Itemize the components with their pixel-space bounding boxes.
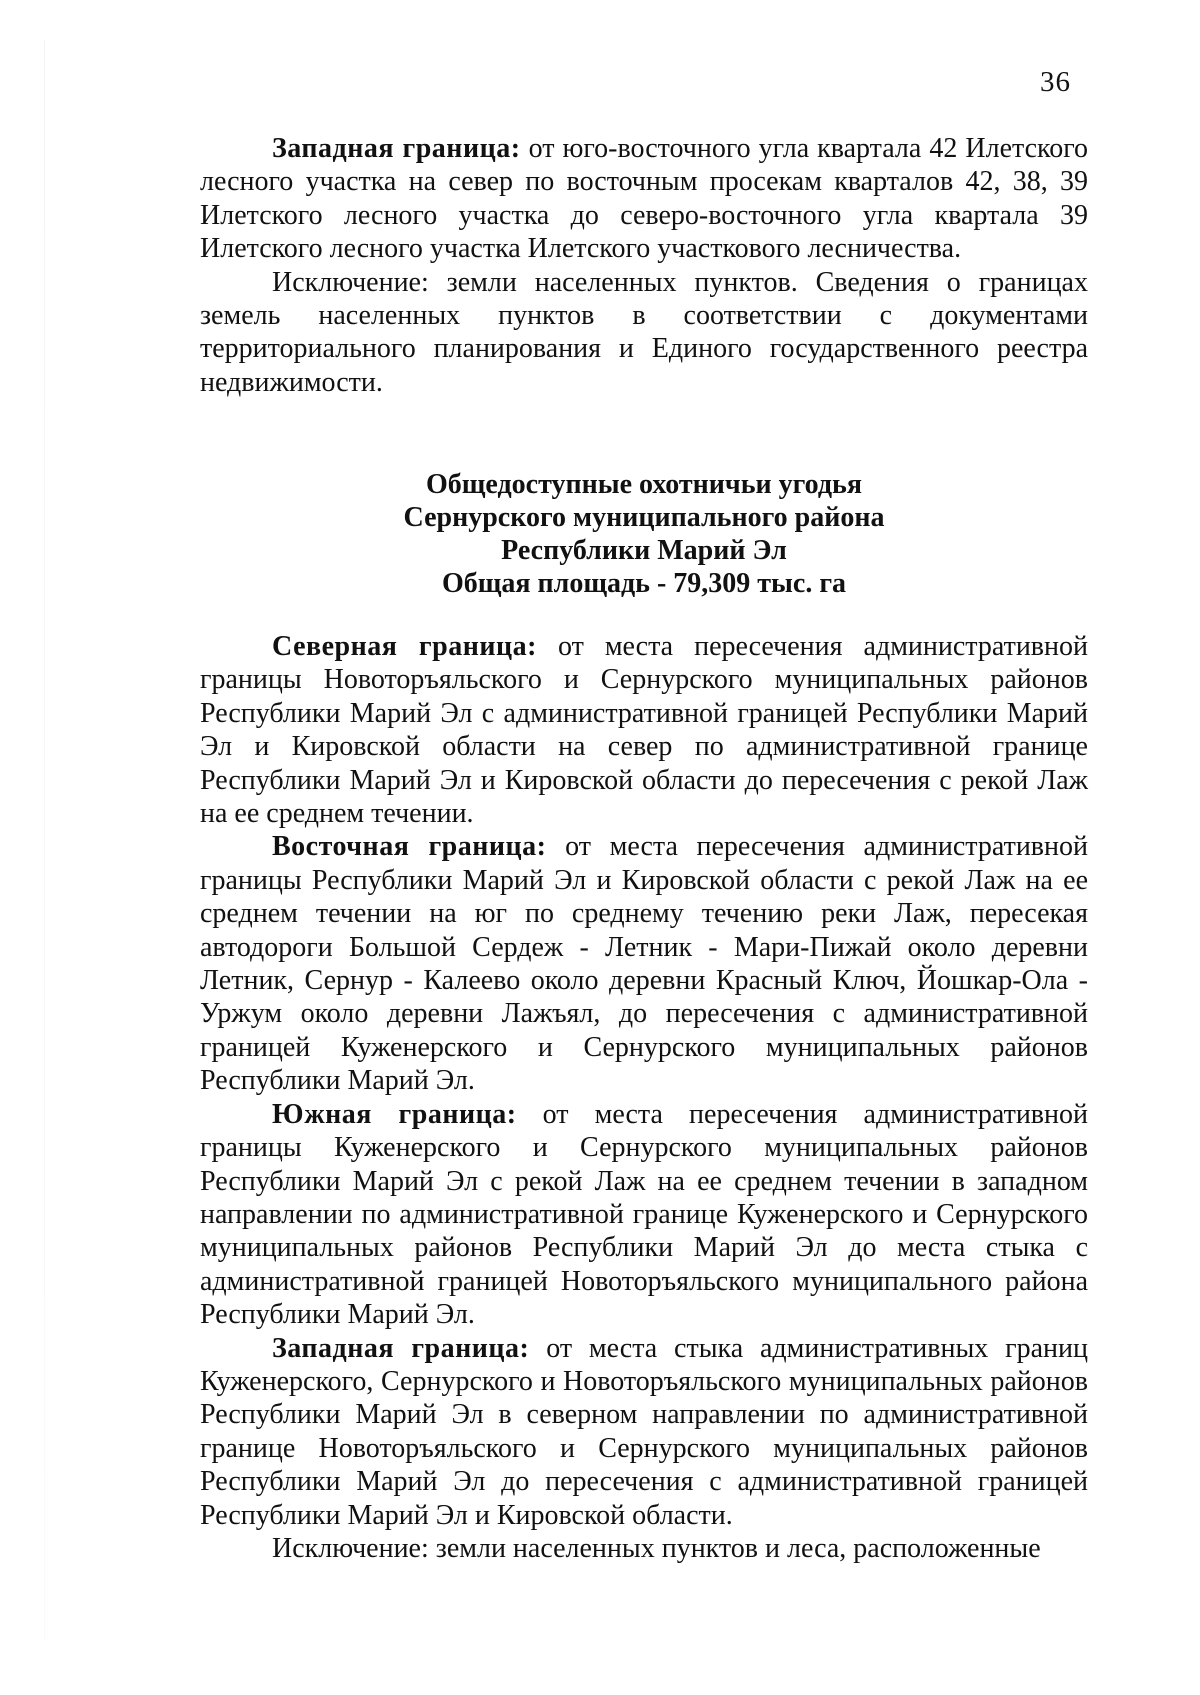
north-border-text: от места пересечения административной границы Новоторъяльского и Сернурского муниципальных районов Республики Марий Эл с административной границей Республики Марий Эл и Кировской области на север по административной границе Республики Марий Эл и Кировской области до пересечения с рекой Лаж на ее среднем течении.	[200, 631, 1088, 830]
exclusion-paragraph-2: Исключение: земли населенных пунктов и леса, расположенные	[272, 1532, 1041, 1564]
borders-section	[200, 630, 1088, 1565]
heading-line-3: Республики Марий Эл	[501, 535, 787, 566]
scan-edge-mark	[44, 40, 45, 1640]
west-border-label-2: Западная граница:	[272, 1332, 530, 1364]
intro-section	[200, 132, 1088, 399]
north-border-paragraph	[200, 630, 1088, 830]
south-border-label: Южная граница:	[272, 1098, 517, 1130]
south-border-paragraph	[200, 1098, 1088, 1332]
west-border-paragraph	[200, 132, 1088, 266]
east-border-text: от места пересечения административной границы Республики Марий Эл и Кировской области с рекой Лаж на ее среднем течении на юг по среднему течению реки Лаж, пересекая автодороги Большой Сердеж - Летник - Мари-Пижай около деревни Летник, Сернур - Калеево около деревни Красный Ключ, Йошкар-Ола - Уржум около деревни Лажъял, до пересечения с административной границей Куженерского и Сернурского муниципальных районов Республики Марий Эл.	[200, 831, 1088, 1097]
west-border-text: от юго-восточного угла квартала 42 Илетского лесного участка на север по восточным просекам кварталов 42, 38, 39 Илетского лесного участка до северо-восточного угла квартала 39 Илетского лесного участка Илетского участкового лесничества.	[200, 133, 1088, 265]
page-number: 36	[1040, 66, 1071, 98]
heading-area: Общая площадь - 79,309 тыс. га	[441, 568, 847, 599]
east-border-paragraph	[200, 830, 1088, 1097]
west-border-paragraph-2	[200, 1332, 1088, 1532]
heading-line-1: Общедоступные охотничьи угодья	[426, 469, 862, 500]
south-border-text: от места пересечения административной границы Куженерского и Сернурского муниципальных районов Республики Марий Эл с рекой Лаж на ее среднем течении в западном направлении по административной границе Куженерского и Сернурского муниципальных районов Республики Марий Эл до места стыка с административной границей Новоторъяльского муниципального района Республики Марий Эл.	[200, 1098, 1088, 1331]
section-heading	[200, 468, 1088, 600]
east-border-label: Восточная граница:	[272, 831, 547, 863]
west-border-label: Западная граница:	[272, 133, 521, 164]
exclusion-paragraph: Исключение: земли населенных пунктов. Сведения о границах земель населенных пунктов в соответствии с документами территориального планирования и Единого государственного реестра недвижимости.	[200, 266, 1088, 398]
heading-line-2: Сернурского муниципального района	[403, 502, 885, 533]
west-border-text-2: от места стыка административных границ Куженерского, Сернурского и Новоторъяльского муниципальных районов Республики Марий Эл в северном направлении по административной границе Новоторъяльского и Сернурского муниципальных районов Республики Марий Эл до пересечения с административной границей Республики Марий Эл и Кировской области.	[200, 1332, 1089, 1531]
north-border-label: Северная граница:	[272, 631, 537, 662]
